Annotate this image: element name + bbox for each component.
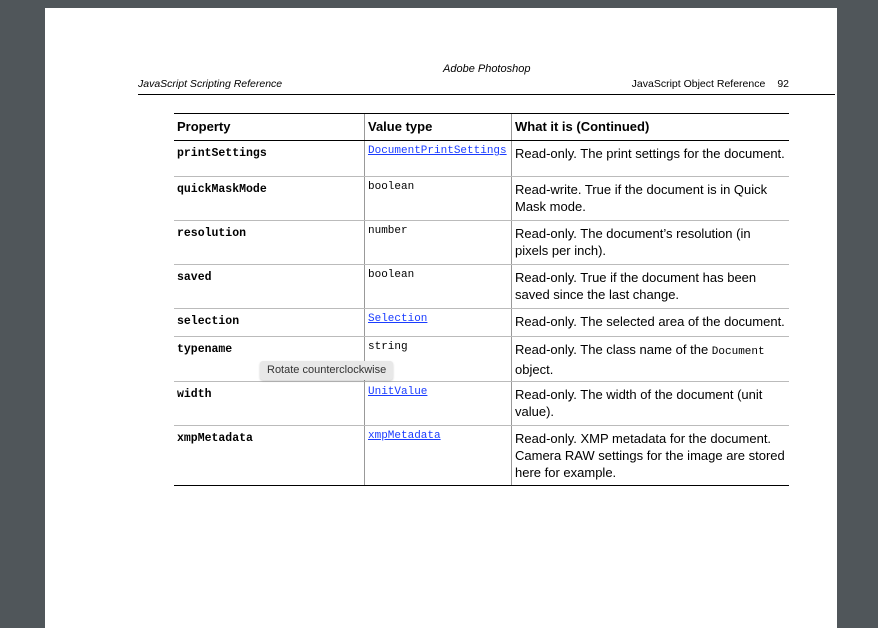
value-type-link[interactable]: DocumentPrintSettings <box>368 145 507 157</box>
value-type-cell <box>365 141 512 177</box>
header-right <box>632 78 789 90</box>
description: Read-only. The print settings for the document. <box>515 146 785 161</box>
description-cell <box>512 265 790 309</box>
property-name: selection <box>174 309 365 337</box>
property-name: width <box>174 382 365 426</box>
description-cell <box>512 426 790 486</box>
description-cell <box>512 337 790 382</box>
property-name: resolution <box>174 221 365 265</box>
value-type-cell <box>365 309 512 337</box>
value-type-cell <box>365 265 512 309</box>
value-type: boolean <box>368 269 415 281</box>
value-type-cell <box>365 221 512 265</box>
header-left: JavaScript Scripting Reference <box>138 78 283 90</box>
description: Read-only. The width of the document (unit value). <box>515 387 763 419</box>
description: Read-write. True if the document is in Quick Mask mode. <box>515 182 768 214</box>
property-name: typename <box>174 337 365 382</box>
value-type-cell <box>365 382 512 426</box>
description: object. <box>515 362 554 377</box>
description-cell <box>512 221 790 265</box>
value-type-cell <box>365 426 512 486</box>
tooltip: Rotate counterclockwise <box>260 361 393 380</box>
description: Read-only. The document’s resolution (in pixels per inch). <box>515 226 751 258</box>
table-row <box>174 141 789 177</box>
property-name: printSettings <box>174 141 365 177</box>
value-type-link[interactable]: Selection <box>368 313 428 325</box>
header-rule <box>138 94 835 95</box>
property-name: saved <box>174 265 365 309</box>
value-type-link[interactable]: UnitValue <box>368 386 428 398</box>
description-code: Document <box>711 346 765 358</box>
table-header <box>174 114 789 141</box>
header-section: JavaScript Object Reference <box>631 78 766 90</box>
property-name: quickMaskMode <box>174 177 365 221</box>
value-type-cell <box>365 177 512 221</box>
description-cell <box>512 141 790 177</box>
column-header: Value type <box>365 114 512 141</box>
table-row <box>174 426 789 486</box>
description: Read-only. XMP metadata for the document. Camera RAW settings for the image are stored here for example. <box>515 431 785 480</box>
description: Read-only. The selected area of the document. <box>515 314 785 329</box>
table-row <box>174 382 789 426</box>
description-cell <box>512 309 790 337</box>
value-type-link[interactable]: xmpMetadata <box>368 430 441 442</box>
column-header: Property <box>174 114 365 141</box>
page-number: 92 <box>777 78 789 90</box>
table-row <box>174 309 789 337</box>
description-cell <box>512 177 790 221</box>
table-row <box>174 265 789 309</box>
value-type: string <box>368 341 408 353</box>
table-row <box>174 177 789 221</box>
table-row <box>174 221 789 265</box>
description: Read-only. The class name of the <box>515 342 712 357</box>
column-header: What it is (Continued) <box>512 114 790 141</box>
description-cell <box>512 382 790 426</box>
value-type: boolean <box>368 181 415 193</box>
header-title: Adobe Photoshop <box>443 63 531 75</box>
properties-table <box>174 113 789 486</box>
description: Read-only. True if the document has been saved since the last change. <box>515 270 757 302</box>
property-name: xmpMetadata <box>174 426 365 486</box>
value-type: number <box>368 225 408 237</box>
